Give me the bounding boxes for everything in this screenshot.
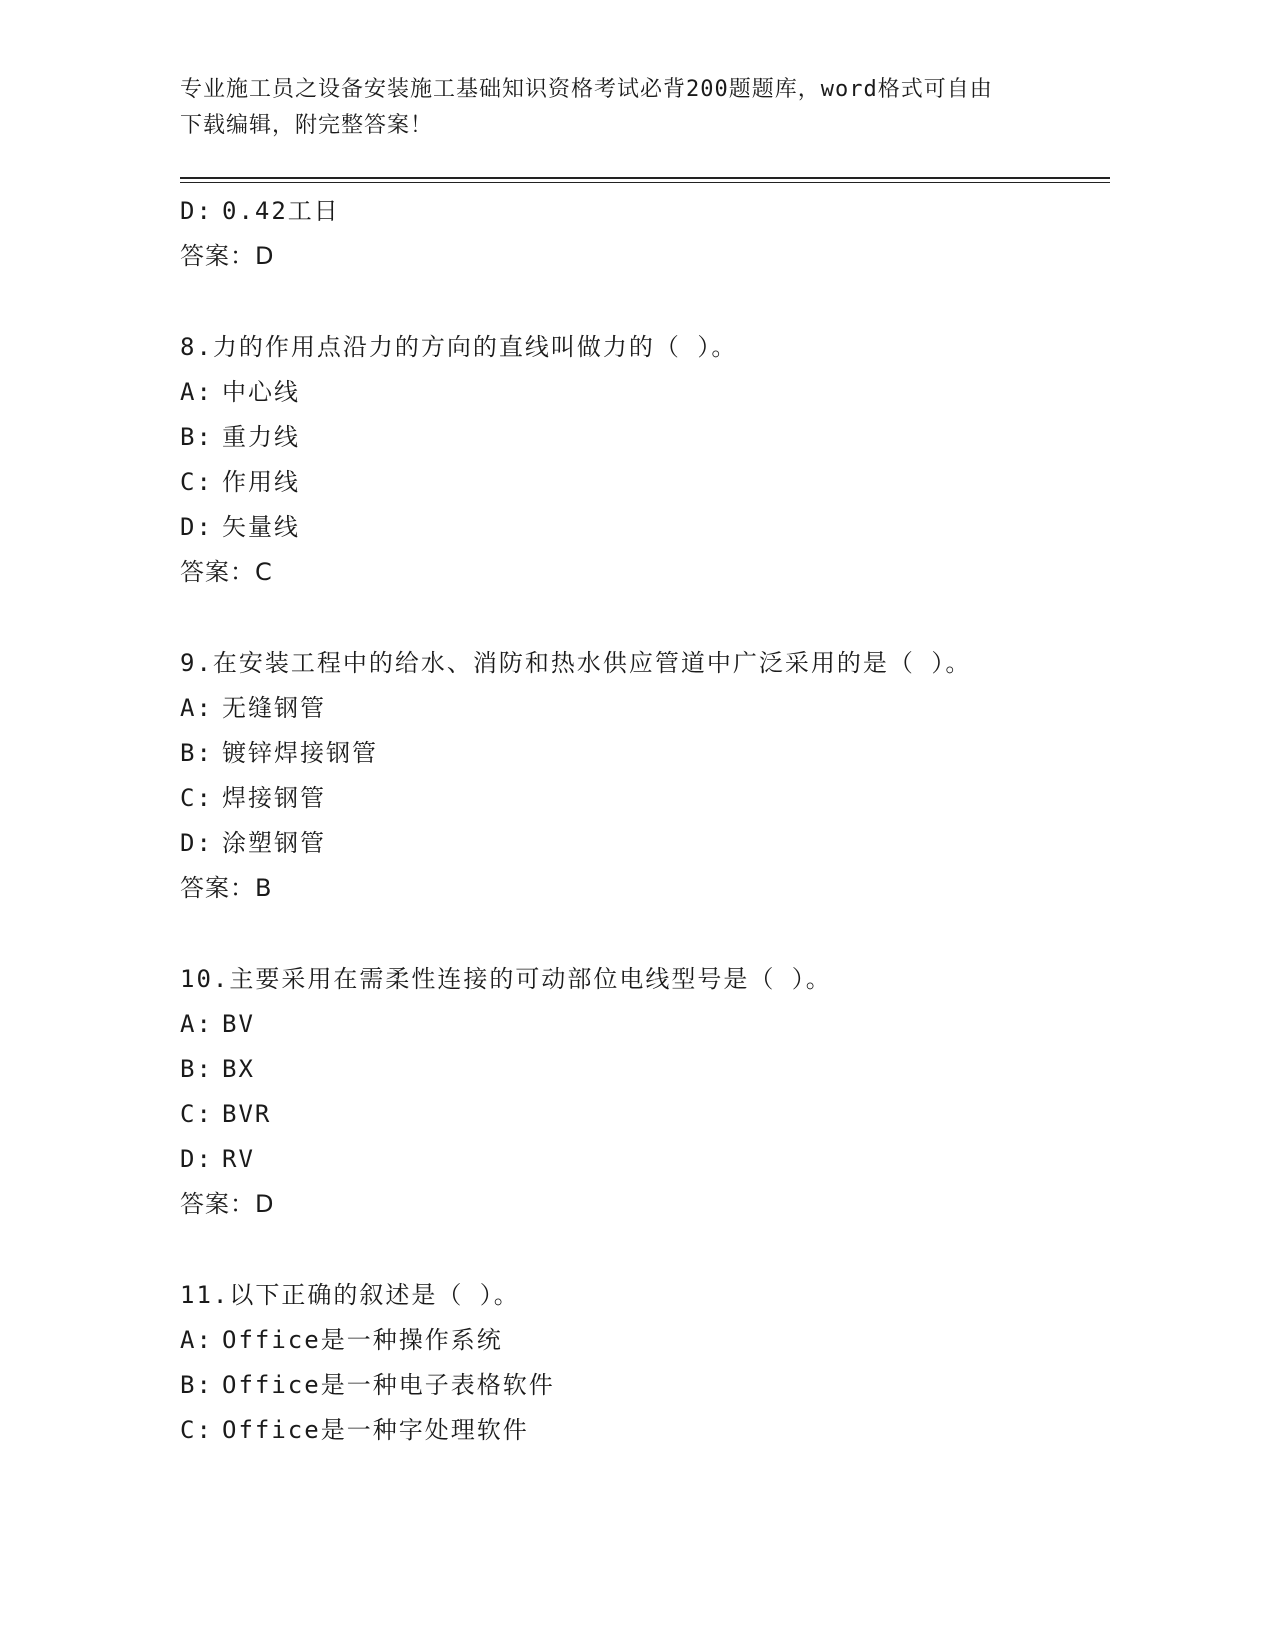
- option-label: D:: [180, 513, 213, 541]
- option-label: A:: [180, 694, 213, 722]
- question-9: [180, 641, 1110, 911]
- option-label: B:: [180, 423, 213, 451]
- option-d: [180, 1137, 1110, 1182]
- header-line-1: 专业施工员之设备安装施工基础知识资格考试必背200题题库，word格式可自由: [180, 77, 993, 102]
- answer: 答案：B: [180, 874, 273, 902]
- header-rule-thin: [180, 182, 1110, 183]
- option-text: 镀锌焊接钢管: [222, 739, 378, 767]
- option-label: A:: [180, 1010, 213, 1038]
- option-label: C:: [180, 468, 213, 496]
- option-text: 涂塑钢管: [222, 829, 326, 857]
- option-label: A:: [180, 378, 213, 406]
- spacer: [180, 595, 1110, 641]
- option-b: [180, 731, 1110, 776]
- question-11: [180, 1273, 1110, 1453]
- option-d: [180, 189, 1110, 234]
- option-d: [180, 821, 1110, 866]
- option-c: [180, 460, 1110, 505]
- option-label: B:: [180, 739, 213, 767]
- option-a: [180, 1002, 1110, 1047]
- option-text: 矢量线: [222, 513, 300, 541]
- option-c: [180, 1408, 1110, 1453]
- document-header: [180, 72, 1040, 144]
- option-label: D:: [180, 829, 213, 857]
- option-label: D:: [180, 1145, 213, 1173]
- option-text: Office是一种操作系统: [222, 1326, 503, 1354]
- option-b: [180, 415, 1110, 460]
- option-text: 0.42工日: [222, 197, 340, 225]
- option-text: RV: [222, 1145, 255, 1173]
- option-text: 重力线: [222, 423, 300, 451]
- option-label: D:: [180, 197, 213, 225]
- option-a: [180, 370, 1110, 415]
- option-d: [180, 505, 1110, 550]
- option-label: A:: [180, 1326, 213, 1354]
- option-text: BV: [222, 1010, 255, 1038]
- answer: 答案：C: [180, 558, 273, 586]
- header-rule-thick: [180, 177, 1110, 179]
- question-stem: 8.力的作用点沿力的方向的直线叫做力的（ ）。: [180, 333, 738, 361]
- option-text: 焊接钢管: [222, 784, 326, 812]
- question-stem: 11.以下正确的叙述是（ ）。: [180, 1281, 520, 1309]
- option-c: [180, 776, 1110, 821]
- header-line-2: 下载编辑，附完整答案！: [180, 113, 434, 138]
- question-list: [180, 189, 1110, 1453]
- question-10: [180, 957, 1110, 1227]
- option-label: C:: [180, 1416, 213, 1444]
- option-text: Office是一种字处理软件: [222, 1416, 529, 1444]
- answer: 答案：D: [180, 242, 275, 270]
- option-text: 作用线: [222, 468, 300, 496]
- question-stem: 9.在安装工程中的给水、消防和热水供应管道中广泛采用的是（ ）。: [180, 649, 972, 677]
- option-a: [180, 1318, 1110, 1363]
- answer: 答案：D: [180, 1190, 275, 1218]
- question-8: [180, 325, 1110, 595]
- option-a: [180, 686, 1110, 731]
- option-text: 无缝钢管: [222, 694, 326, 722]
- option-label: C:: [180, 1100, 213, 1128]
- option-b: [180, 1363, 1110, 1408]
- spacer: [180, 1227, 1110, 1273]
- option-label: B:: [180, 1055, 213, 1083]
- question-stem: 10.主要采用在需柔性连接的可动部位电线型号是（ ）。: [180, 965, 832, 993]
- option-c: [180, 1092, 1110, 1137]
- option-text: BX: [222, 1055, 255, 1083]
- option-b: [180, 1047, 1110, 1092]
- spacer: [180, 279, 1110, 325]
- option-label: C:: [180, 784, 213, 812]
- option-label: B:: [180, 1371, 213, 1399]
- spacer: [180, 911, 1110, 957]
- option-text: Office是一种电子表格软件: [222, 1371, 555, 1399]
- option-text: BVR: [222, 1100, 272, 1128]
- option-text: 中心线: [222, 378, 300, 406]
